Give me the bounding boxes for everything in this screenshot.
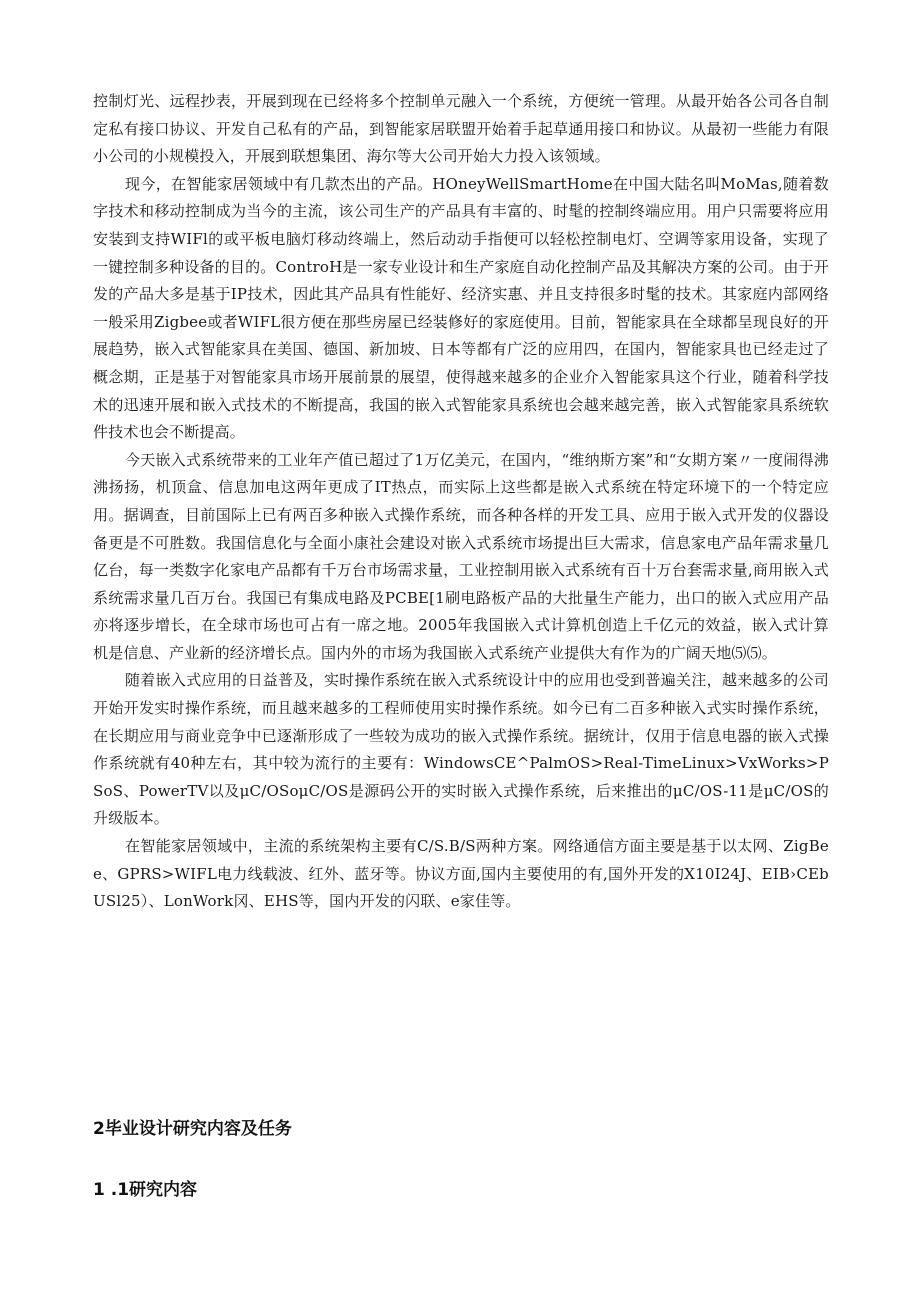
paragraph-rtos: 随着嵌入式应用的日益普及，实时操作系统在嵌入式系统设计中的应用也受到普遍关注，越来越多的公司开始开发实时操作系统，而且越来越多的工程师使用实时操作系统。如今已有二百多种嵌入式实时操作系统，在长期应用与商业竞争中已逐渐形成了一些较为成功的嵌入式操作系统。据统计，仅用于信息电器的嵌入式操作系统就有40种左右，其中较为流行的主要有：WindowsCE^PalmOS>Real-TimeLinux>VxWorks>PSoS、PowerTV以及μC/OSoμC/OS是源码公开的实时嵌入式操作系统，后来推出的μC/OS-11是μC/OS的升级版本。 bbox=[93, 671, 829, 828]
paragraph-products: 现今，在智能家居领域中有几款杰出的产品。HOneyWellSmartHome在中国大陆名叫MoMas,随着数字技术和移动控制成为当今的主流，该公司生产的产品具有丰富的、时髦的控制终端应用。用户只需要将应用安装到支持WIFl的或平板电脑灯移动终端上，然后动动手指便可以轻松控制电灯、空调等家用设备，实现了一键控制多种设备的目的。ControH是一家专业设计和生产家庭自动化控制产品及其解决方案的公司。由于开发的产品大多是基于IP技术，因此其产品具有性能好、经济实惠、并且支持很多时髦的技术。其家庭内部网络一般采用Zigbee或者WIFL很方便在那些房屋已经装修好的家庭使用。目前，智能家具在全球都呈现良好的开展趋势，嵌入式智能家具在美国、德国、新加坡、日本等都有广泛的应用四，在国内，智能家具也已经走过了概念期，正是基于对智能家具市场开展前景的展望，使得越来越多的企业介入智能家具这个行业，随着科学技术的迅速开展和嵌入式技术的不断提高，我国的嵌入式智能家具系统也会越来越完善，嵌入式智能家具系统软件技术也会不断提高。 bbox=[93, 174, 829, 442]
body-text bbox=[93, 88, 829, 916]
chapter-heading: 2毕业设计研究内容及任务 bbox=[93, 1119, 292, 1139]
section-heading: 1 .1研究内容 bbox=[93, 1180, 198, 1200]
paragraph-intro-continued: 控制灯光、远程抄表，开展到现在已经将多个控制单元融入一个系统，方便统一管理。从最开始各公司各自制定私有接口协议、开发自己私有的产品，到智能家居联盟开始着手起草通用接口和协议。从最初一些能力有限小公司的小规模投入，开展到联想集团、海尔等大公司开始大力投入该领域。 bbox=[93, 92, 829, 166]
paragraph-architecture: 在智能家居领域中，主流的系统架构主要有C/S.B/S两种方案。网络通信方面主要是基于以太网、ZigBee、GPRS>WIFL电力线载波、红外、蓝牙等。协议方面,国内主要使用的有,国外开发的X10I24J、EIB›CEbUSl25）、LonWork冈、EHS等，国内开发的闪联、e家佳等。 bbox=[93, 837, 829, 911]
paragraph-embedded-market: 今天嵌入式系统带来的工业年产值已超过了1万亿美元，在国内，“维纳斯方案”和“女期方案〃一度闹得沸沸扬扬，机顶盒、信息加电这两年更成了IT热点，而实际上这些都是嵌入式系统在特定环境下的一个特定应用。据调查，目前国际上已有两百多种嵌入式操作系统，而各种各样的开发工具、应用于嵌入式开发的仪器设备更是不可胜数。我国信息化与全面小康社会建设对嵌入式系统市场提出巨大需求，信息家电产品年需求量几亿台，每一类数字化家电产品都有千万台市场需求量，工业控制用嵌入式系统有百十万台套需求量,商用嵌入式系统需求量几百万台。我国已有集成电路及PCBE[1刷电路板产品的大批量生产能力，出口的嵌入式应用产品亦将逐步增长，在全球市场也可占有一席之地。2005年我国嵌入式计算机创造上千亿元的效益，嵌入式计算机是信息、产业新的经济增长点。国内外的市场为我国嵌入式系统产业提供大有作为的广阔天地⑸⑸。 bbox=[93, 450, 829, 662]
